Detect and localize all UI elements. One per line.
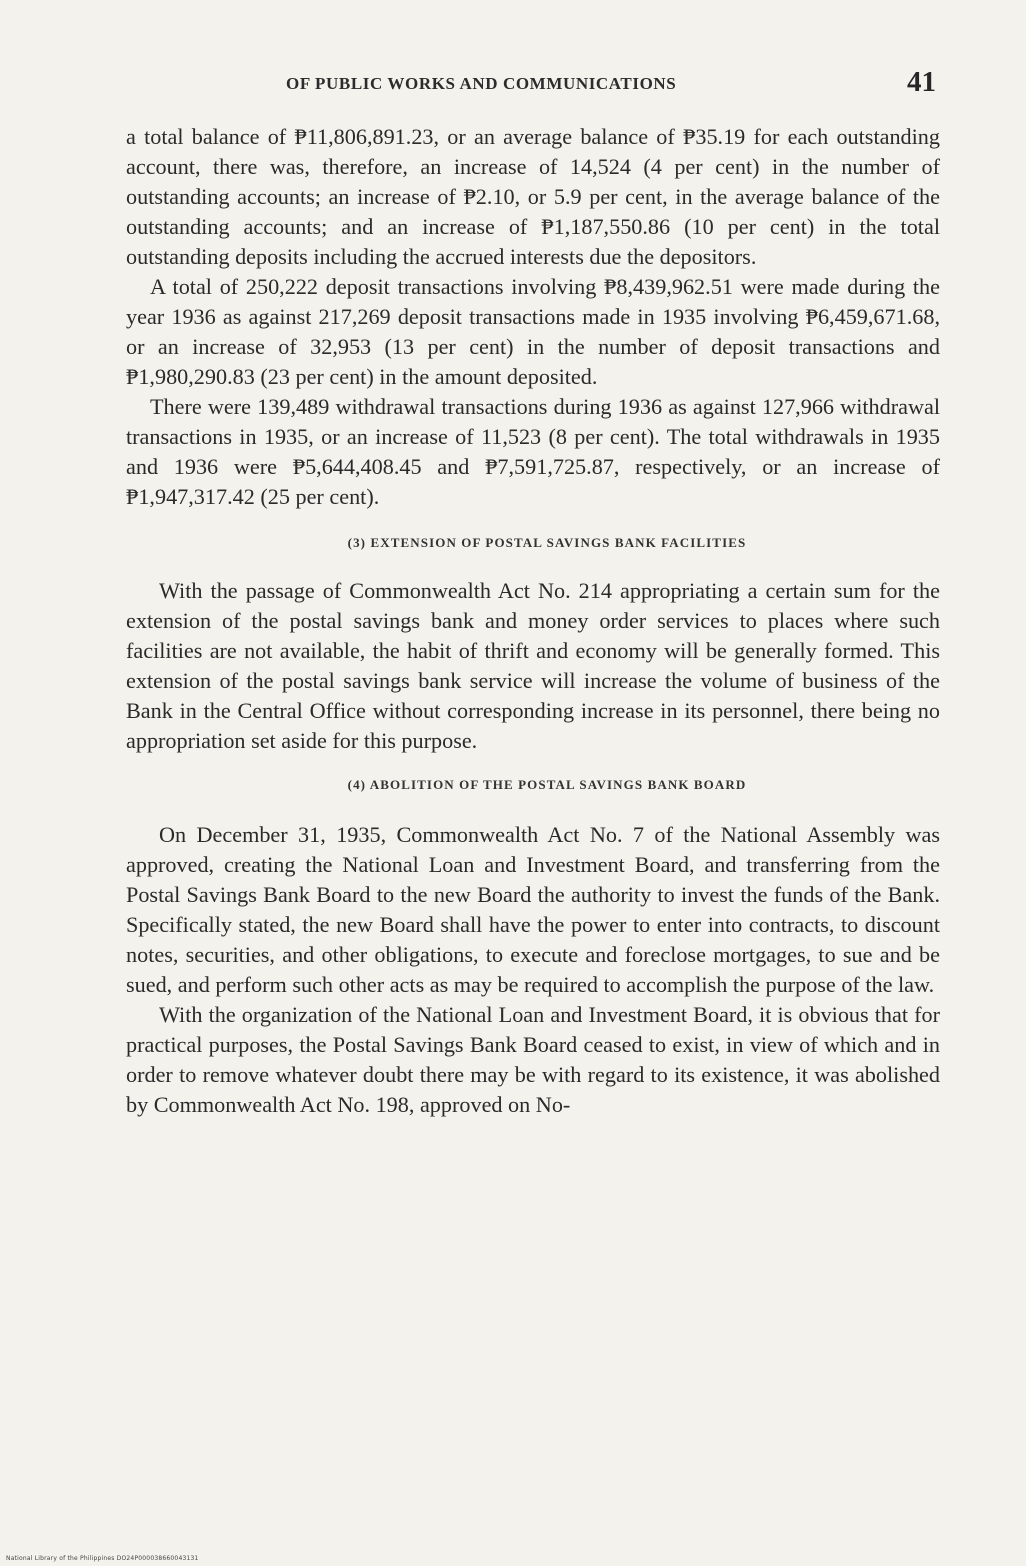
- paragraph-deposit-transactions: A total of 250,222 deposit transactions involving ₱8,439,962.51 were made during the year 1936 as against 217,269 deposit transactions made in 1935 involving ₱6,459,671.68, or an increase of 32,953 (13 per cent) in the number of deposit transactions and ₱1,980,290.83 (23 per cent) in the amount deposited.: [126, 274, 940, 389]
- section-abolition-board: [126, 776, 940, 1120]
- running-title: OF PUBLIC WORKS AND COMMUNICATIONS: [286, 74, 677, 93]
- library-footer-note: National Library of the Philippines DO24P000038660043131: [6, 1555, 199, 1562]
- document-page: [126, 66, 940, 1120]
- paragraph-continued: a total balance of ₱11,806,891.23, or an average balance of ₱35.19 for each outstanding account, there was, therefore, an increase of 14,524 (4 per cent) in the number of outstanding accounts; an increase of ₱2.10, or 5.9 per cent, in the average balance of the outstanding accounts; and an increase of ₱1,187,550.86 (10 per cent) in the total outstanding deposits including the accrued interests due the depositors.: [126, 124, 940, 269]
- paragraph-withdrawal-transactions: There were 139,489 withdrawal transactions during 1936 as against 127,966 withdrawal transactions in 1935, or an increase of 11,523 (8 per cent). The total withdrawals in 1935 and 1936 were ₱5,644,408.45 and ₱7,591,725.87, respectively, or an increase of ₱1,947,317.42 (25 per cent).: [126, 394, 940, 509]
- body-text: [126, 122, 940, 1120]
- section-heading: (3) EXTENSION OF POSTAL SAVINGS BANK FACILITIES: [347, 535, 747, 550]
- paragraph-national-loan-board: On December 31, 1935, Commonwealth Act No. 7 of the National Assembly was approved, creating the National Loan and Investment Board, and transferring from the Postal Savings Bank Board to the new Board the authority to invest the funds of the Bank. Specifically stated, the new Board shall have the power to enter into contracts, to discount notes, securities, and other obligations, to execute and foreclose mortgages, to sue and be sued, and perform such other acts as may be required to accomplish the purpose of the law.: [126, 822, 940, 997]
- paragraph-board-abolished: With the organization of the National Loan and Investment Board, it is obvious that for practical purposes, the Postal Savings Bank Board ceased to exist, in view of which and in order to remove whatever doubt there may be with regard to its existence, it was abolished by Commonwealth Act No. 198, approved on No-: [126, 1002, 940, 1117]
- section-extension-facilities: [126, 534, 940, 756]
- section-heading: (4) ABOLITION OF THE POSTAL SAVINGS BANK BOARD: [347, 777, 747, 792]
- running-header: [126, 66, 940, 106]
- page-number: 41: [907, 66, 936, 98]
- paragraph-extension: With the passage of Commonwealth Act No. 214 appropriating a certain sum for the extension of the postal savings bank and money order services to places where such facilities are not available, the habit of thrift and economy will be generally formed. This extension of the postal savings bank service will increase the volume of business of the Bank in the Central Office without corresponding increase in its personnel, there being no appropriation set aside for this purpose.: [126, 578, 940, 753]
